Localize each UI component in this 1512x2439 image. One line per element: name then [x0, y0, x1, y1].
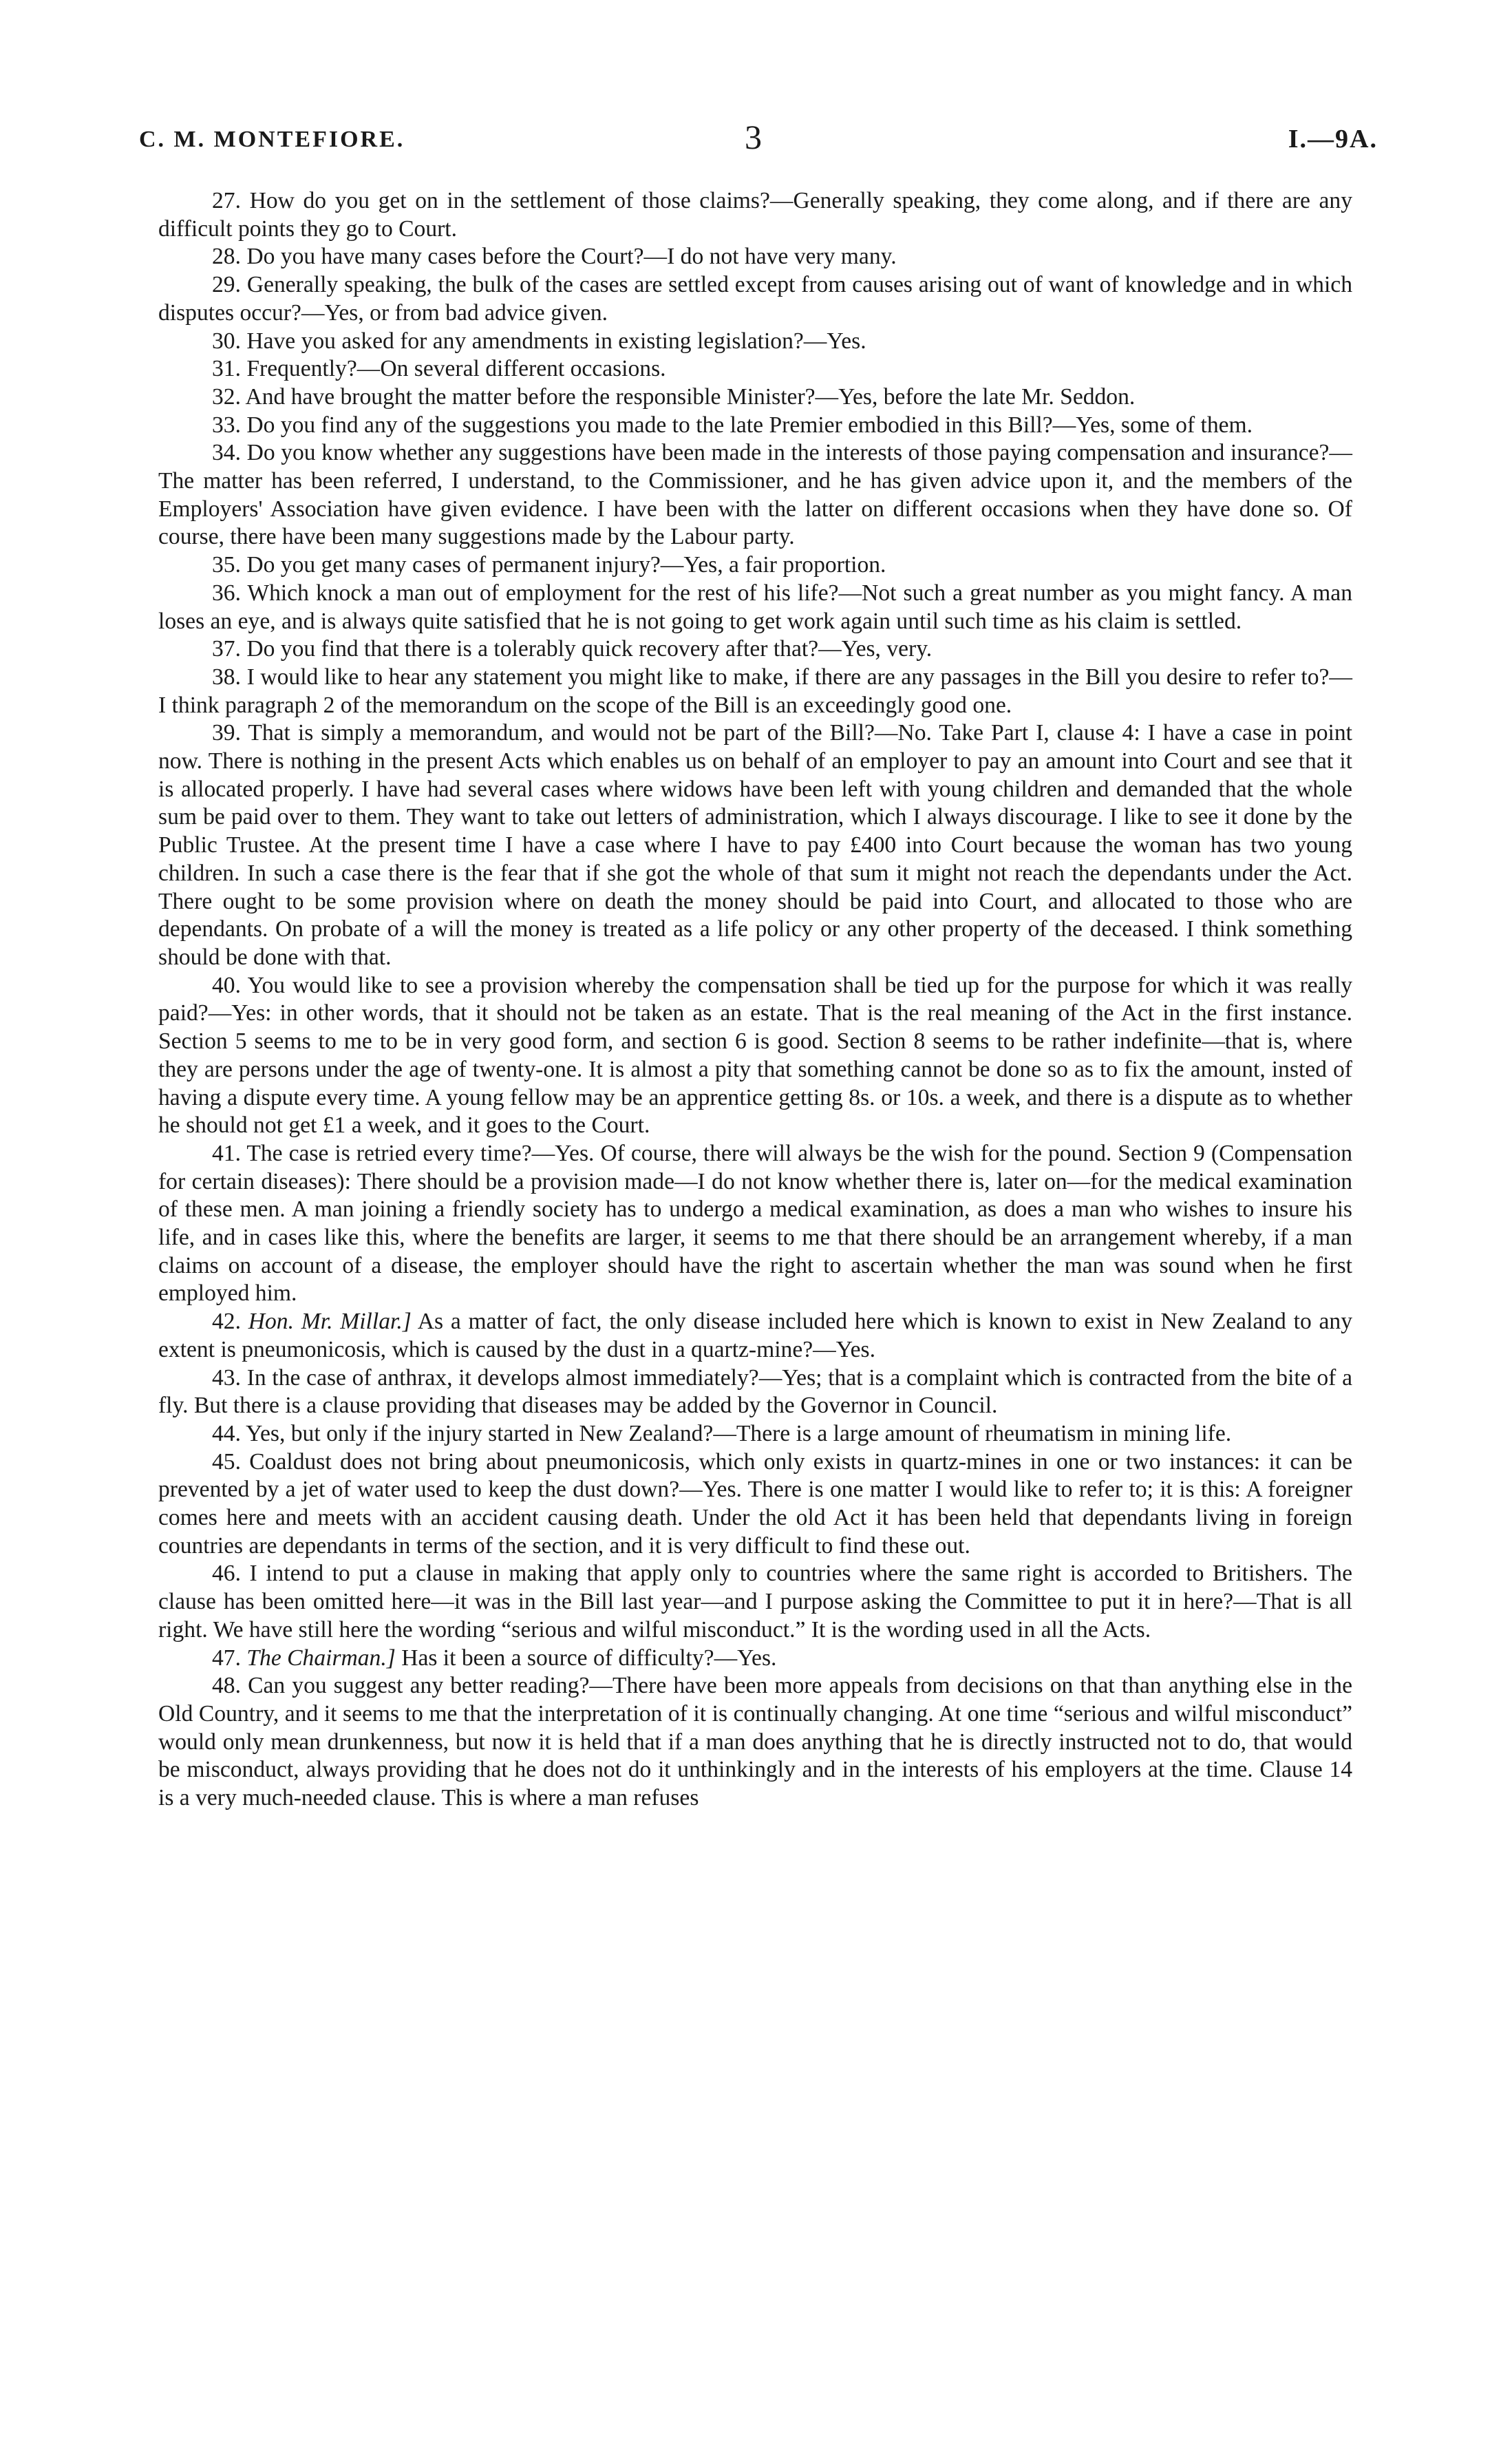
- page-number: 3: [745, 118, 762, 156]
- testimony-paragraph: 37. Do you find that there is a tolerably quick recovery after that?—Yes, very.: [212, 636, 933, 662]
- testimony-paragraph: 31. Frequently?—On several different occasions.: [212, 356, 666, 382]
- testimony-paragraph: 36. Which knock a man out of employment for the rest of his life?—Not such a great number as you might fancy. A man loses an eye, and is always quite satisfied that he is not going to get work again until such time as his claim is settled.: [158, 580, 1352, 634]
- testimony-paragraph: 27. How do you get on in the settlement of those claims?—Generally speaking, they come along, and if there are any difficult points they go to Court.: [158, 188, 1352, 242]
- paragraph-number: 47.: [212, 1645, 247, 1671]
- testimony-paragraph: 46. I intend to put a clause in making that apply only to countries where the same right is accorded to Britishers. The clause has been omitted here—it was in the Bill last year—and I purpose asking the Committee to put it in here?—That is all right. We have still here the wording “serious and wilful misconduct.” It is the wording used in all the Acts.: [158, 1561, 1352, 1643]
- testimony-paragraph: 43. In the case of anthrax, it develops almost immediately?—Yes; that is a complaint which is contracted from the bite of a fly. But there is a clause providing that diseases may be added by the Governor in Council.: [158, 1364, 1352, 1419]
- speaker-label: The Chairman.]: [246, 1645, 396, 1671]
- testimony-paragraph: 39. That is simply a memorandum, and would not be part of the Bill?—No. Take Part I, clause 4: I have a case in point now. There is nothing in the present Acts which enables us on behalf of an employer to pay an amount into Court and see that it is allocated properly. I have had several cases where widows have been left with young children and demanded that the whole sum be paid over to them. They want to take out letters of administration, which I always discourage. I like to see it done by the Public Trustee. At the present time I have a case where I have to pay £400 into Court because the woman has two young children. In such a case there is the fear that if she got the whole of that sum it might not reach the dependants under the Act. There ought to be some provision where on death the money should be paid into Court, and allocated to those who are dependants. On probate of a will the money is treated as a life policy or any other property of the deceased. I think something should be done with that.: [158, 720, 1352, 970]
- testimony-paragraph: [158, 1308, 1352, 1364]
- testimony-paragraph: 28. Do you have many cases before the Court?—I do not have very many.: [212, 244, 897, 270]
- testimony-paragraph: 29. Generally speaking, the bulk of the cases are settled except from causes arising out of want of knowledge and in which disputes occur?—Yes, or from bad advice given.: [158, 272, 1352, 326]
- testimony-paragraph: 34. Do you know whether any suggestions have been made in the interests of those paying compensation and insurance?—The matter has been referred, I understand, to the Commissioner, and he has given advice upon it, and the members of the Employers' Association have given evidence. I have been with the latter on different occasions when they have done so. Of course, there have been many suggestions made by the Labour party.: [158, 440, 1352, 550]
- testimony-paragraph: 48. Can you suggest any better reading?—There have been more appeals from decisions on that than anything else in the Old Country, and it seems to me that the interpretation of it is continually changing. At one time “serious and wilful misconduct” would only mean drunkenness, but now it is held that if a man does anything that he is directly instructed not to do, that would be misconduct, always providing that he does not do it unthinkingly and in the interests of his employers at the time. Clause 14 is a very much-needed clause. This is where a man refuses: [158, 1673, 1352, 1811]
- testimony-paragraph: 35. Do you get many cases of permanent injury?—Yes, a fair proportion.: [212, 552, 886, 578]
- testimony-paragraph: 41. The case is retried every time?—Yes. Of course, there will always be the wish for the pound. Section 9 (Compensation for certain diseases): There should be a provision made—I do not know whether there is, later on—for the medical examination of these men. A man joining a friendly society has to undergo a medical examination, as does a man who wishes to insure his life, and in cases like this, where the benefits are larger, it seems to me that there should be an arrangement whereby, if a man claims on account of a disease, the employer should have the right to ascertain whether the man was sound when he first employed him.: [158, 1140, 1352, 1307]
- testimony-body: [158, 187, 1352, 1813]
- testimony-paragraph: 40. You would like to see a provision whereby the compensation shall be tied up for the purpose for which it was really paid?—Yes: in other words, that it should not be taken as an estate. That is the real meaning of the Act in the first instance. Section 5 seems to me to be in very good form, and section 6 is good. Section 8 seems to be rather indefinite—that is, where they are persons under the age of twenty-one. It is almost a pity that something cannot be done so as to fix the amount, insted of having a dispute every time. A young fellow may be an apprentice getting 8s. or 10s. a week, and there is a dispute as to whether he should not get £1 a week, and it goes to the Court.: [158, 972, 1352, 1139]
- testimony-paragraph: 44. Yes, but only if the injury started in New Zealand?—There is a large amount of rheumatism in mining life.: [212, 1420, 1232, 1446]
- paragraph-text: Has it been a source of difficulty?—Yes.: [395, 1645, 777, 1671]
- testimony-paragraph: 32. And have brought the matter before the responsible Minister?—Yes, before the late Mr. Seddon.: [212, 383, 1136, 410]
- paragraph-text: As a matter of fact, the only disease included here which is known to exist in New Zealand to any extent is pneumonicosis, which is caused by the dust in a quartz-mine?—Yes.: [158, 1309, 1353, 1362]
- testimony-paragraph: [158, 1645, 1352, 1673]
- document-reference: I.—9A.: [1288, 125, 1378, 154]
- paragraph-number: 42.: [212, 1309, 248, 1335]
- witness-name: C. M. MONTEFIORE.: [139, 127, 405, 152]
- page-header: [139, 117, 1378, 158]
- testimony-paragraph: 30. Have you asked for any amendments in existing legislation?—Yes.: [212, 328, 866, 354]
- testimony-paragraph: 33. Do you find any of the suggestions you made to the late Premier embodied in this Bill?—Yes, some of them.: [212, 412, 1253, 438]
- testimony-paragraph: 45. Coaldust does not bring about pneumonicosis, which only exists in quartz-mines in one or two instances: it can be prevented by a jet of water used to keep the dust down?—Yes. There is one matter I would like to refer to; it is this: A foreigner comes here and meets with an accident causing death. Under the old Act it has been held that dependants living in foreign countries are dependants in terms of the section, and it is very difficult to find these out.: [158, 1448, 1352, 1559]
- testimony-paragraph: 38. I would like to hear any statement you might like to make, if there are any passages in the Bill you desire to refer to?—I think paragraph 2 of the memorandum on the scope of the Bill is an exceedingly good one.: [158, 664, 1352, 718]
- speaker-label: Hon. Mr. Millar.]: [248, 1309, 412, 1335]
